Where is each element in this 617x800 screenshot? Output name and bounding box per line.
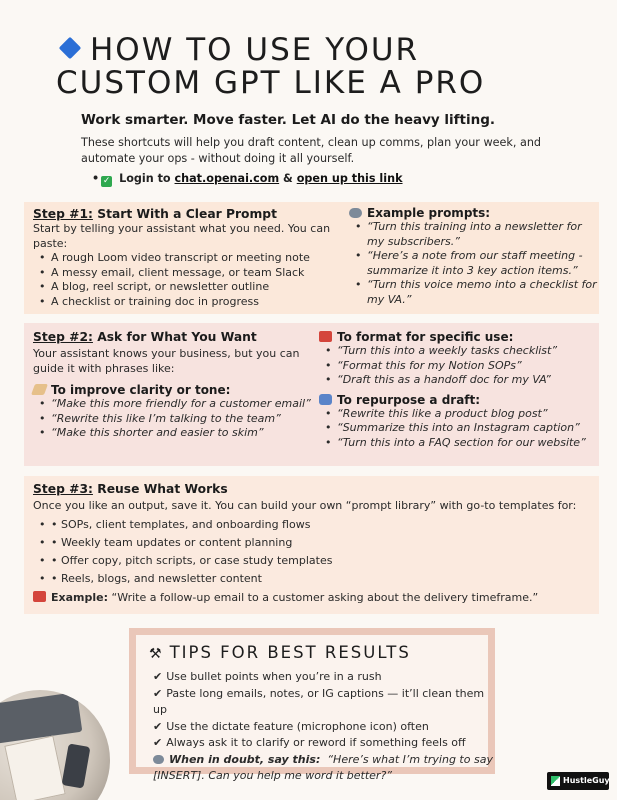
open-link[interactable]: open up this link [296, 172, 403, 185]
list-item: • “Turn this into a weekly tasks checklist” [319, 344, 597, 359]
doubt-label: When in doubt, say this: [169, 752, 321, 766]
list-item: • “Format this for my Notion SOPs” [319, 359, 597, 374]
toolbox-icon [33, 591, 46, 602]
laptop-image [0, 692, 82, 744]
list-item: • A rough Loom video transcript or meeting note [33, 251, 351, 266]
step3-title: Reuse What Works [97, 482, 228, 496]
tip-text: Always ask it to clarify or reword if something feels off [166, 736, 466, 749]
clarity-label: To improve clarity or tone: [51, 383, 231, 397]
example-prompts-heading [349, 206, 597, 220]
step1-label: Step #1: [33, 207, 93, 221]
example-prompts-list [349, 220, 597, 307]
tips-box [129, 628, 495, 782]
brand-logo: HustleGuy [547, 772, 609, 790]
step3-heading [33, 482, 593, 496]
list-item: • “Summarize this into an Instagram caption” [319, 421, 597, 436]
list-item: • • Reels, blogs, and newsletter content [33, 570, 593, 588]
check-icon: ✔ [153, 686, 163, 700]
step2-heading [33, 330, 318, 344]
list-item: • “Rewrite this like I’m talking to the team” [33, 412, 318, 427]
tip-text: Use the dictate feature (microphone icon) often [166, 719, 429, 733]
notebook-image [4, 735, 65, 800]
toolbox-icon [319, 331, 332, 342]
login-prefix: Login to [119, 172, 171, 185]
check-icon: ✔ [153, 719, 163, 733]
step1-list [33, 251, 351, 309]
speech-bubble-icon [153, 755, 164, 764]
list-item: • • SOPs, client templates, and onboarding flows [33, 516, 593, 534]
workspace-photo [0, 690, 110, 800]
step3-desc: Once you like an output, save it. You can build your own “prompt library” with go-to templates for: [33, 499, 577, 512]
chatgpt-link[interactable]: chat.openai.com [174, 172, 280, 185]
pencil-icon [31, 384, 48, 395]
doubt-text: “Here’s what I’m trying to say [INSERT]. Can you help me word it better?” [153, 752, 493, 782]
list-item: • “Turn this into a FAQ section for our website” [319, 436, 597, 451]
list-item: • “Make this shorter and easier to skim” [33, 426, 318, 441]
step3-list [33, 516, 593, 588]
step3-label: Step #3: [33, 482, 93, 496]
tip-item [153, 719, 493, 736]
list-item: • “Turn this voice memo into a checklist for my VA.” [349, 278, 597, 307]
repeat-icon [319, 394, 332, 405]
check-mark-icon: ✓ [102, 176, 111, 186]
step3-panel [24, 476, 599, 614]
step2-panel [24, 323, 599, 466]
step1-desc: Start by telling your assistant what you need. You can paste: [33, 222, 331, 250]
blue-diamond-icon [59, 37, 82, 60]
tips-title: TIPS FOR BEST RESULTS [169, 643, 411, 662]
list-item: • “Rewrite this like a product blog post” [319, 407, 597, 422]
tagline: Work smarter. Move faster. Let AI do the heavy lifting. [81, 112, 496, 128]
list-item: • “Make this more friendly for a customer email” [33, 397, 318, 412]
speech-bubble-icon [349, 208, 362, 218]
tip-text: Paste long emails, notes, or IG captions — it’ll clean them up [153, 686, 485, 716]
example-text: “Write a follow-up email to a customer asking about the delivery timeframe.” [111, 590, 539, 604]
format-list [319, 344, 597, 388]
tip-item [153, 735, 493, 752]
step2-title: Ask for What You Want [97, 330, 257, 344]
step3-example [33, 591, 593, 606]
example-prompts-label: Example prompts: [367, 206, 491, 220]
tip-doubt [153, 752, 493, 784]
step1-heading [33, 207, 351, 221]
intro-text: These shortcuts will help you draft content, clean up comms, plan your week, and automate your ops - without doing it all yourself. [81, 136, 542, 165]
clarity-heading [33, 383, 318, 397]
list-item: • A blog, reel script, or newsletter outline [33, 280, 351, 295]
list-item: • “Turn this training into a newsletter for my subscribers.” [349, 220, 597, 249]
clarity-list [33, 397, 318, 441]
page-title [56, 34, 576, 100]
list-item: • • Offer copy, pitch scripts, or case study templates [33, 552, 593, 570]
repurpose-heading [319, 393, 597, 407]
tips-heading [149, 643, 411, 662]
format-label: To format for specific use: [337, 330, 514, 344]
list-item: • “Here’s a note from our staff meeting - summarize it into 3 key action items.” [349, 249, 597, 278]
repurpose-label: To repurpose a draft: [337, 392, 481, 407]
tip-item [153, 669, 493, 686]
list-item: • A checklist or training doc in progress [33, 295, 351, 310]
step2-desc: Your assistant knows your business, but you can guide it with phrases like: [33, 347, 300, 375]
step1-title: Start With a Clear Prompt [97, 207, 277, 221]
list-item: • “Draft this as a handoff doc for my VA” [319, 373, 597, 388]
check-icon: ✔ [153, 736, 163, 749]
format-heading [319, 330, 597, 344]
title-line-1: HOW TO USE YOUR [90, 32, 420, 68]
tips-list [153, 669, 493, 784]
tip-item [153, 686, 493, 719]
login-line: • ✓ Login to chat.openai.com & open up this link [92, 172, 403, 186]
login-amp: & [283, 172, 293, 185]
step1-panel [24, 202, 599, 314]
check-icon: ✔ [153, 670, 163, 683]
list-item: • • Weekly team updates or content planning [33, 534, 593, 552]
title-line-2: CUSTOM GPT LIKE A PRO [56, 65, 486, 101]
step2-label: Step #2: [33, 330, 93, 344]
list-item: • A messy email, client message, or team Slack [33, 266, 351, 281]
example-label: Example: [51, 590, 108, 604]
phone-image [62, 743, 91, 788]
repurpose-list [319, 407, 597, 451]
tools-icon: ⚒ [149, 646, 164, 662]
tip-text: Use bullet points when you’re in a rush [166, 670, 382, 683]
